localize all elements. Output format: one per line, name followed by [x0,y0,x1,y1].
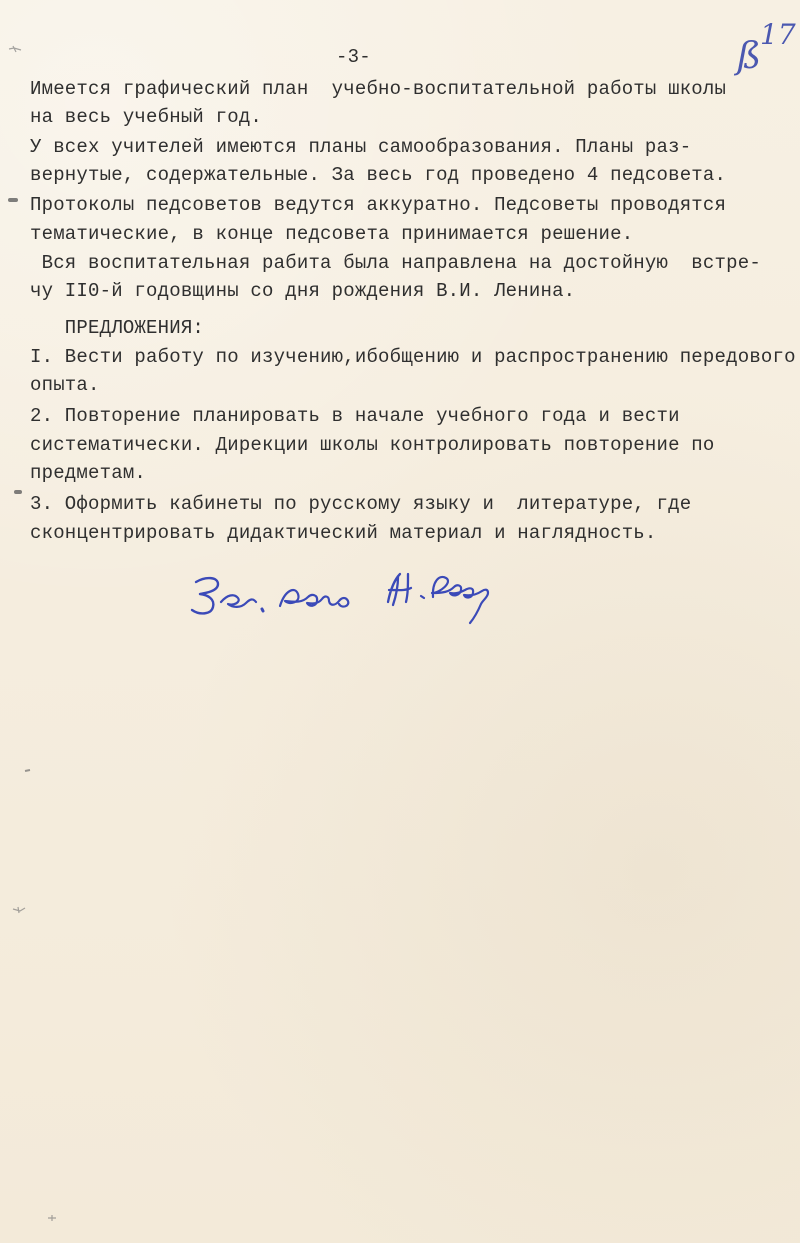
proposal-2-line-1: 2. Повторение планировать в начале учебного года и вести [30,405,680,427]
body-line-6: тематические, в конце педсовета принимается решение. [30,223,634,245]
handwritten-signature [184,562,524,632]
body-line-7: Вся воспитательная рабита была направлена на достойную встре- [30,252,761,274]
margin-mark [8,198,18,202]
proposal-3-line-2: сконцентрировать дидактический материал и наглядность. [30,522,657,544]
paper-speck [8,44,22,54]
proposal-1-line-2: опыта. [30,374,100,396]
signature-dot [262,609,263,611]
paper-speck [46,1213,60,1223]
signature-stroke-initial [388,574,411,605]
signature-stroke-ev [221,595,256,607]
paper-speck [12,905,26,915]
signature-stroke-surname [421,577,488,623]
proposals-heading: ПРЕДЛОЖЕНИЯ: [30,317,205,339]
proposal-1-line-1: I. Вести работу по изучению,ибобщению и распространению передового [30,346,796,368]
proposal-2-line-2: систематически. Дирекции школы контролировать повторение по [30,434,715,456]
signature-stroke-zav [192,578,218,613]
archive-stamp-number: 17 [760,18,796,51]
margin-mark [14,490,22,494]
body-line-2: на весь учебный год. [30,106,263,128]
paper-speck [22,766,36,776]
archive-stamp [734,18,796,77]
body-line-8: чу II0-й годовщины со дня рождения В.И. Ленина. [30,280,576,302]
page-number: -3- [336,46,371,68]
proposal-3-line-1: 3. Оформить кабинеты по русскому языку и литературе, где [30,493,692,515]
body-line-3: У всех учителей имеются планы самообразования. Планы раз- [30,136,692,158]
body-line-4: вернутые, содержательные. За весь год проведено 4 педсовета. [30,164,727,186]
body-line-5: Протоколы педсоветов ведутся аккуратно. Педсоветы проводятся [30,194,727,216]
archive-stamp-letter: ß [737,36,762,77]
proposal-2-line-3: предметам. [30,462,147,484]
signature-stroke-rono [280,590,348,607]
body-line-1: Имеется графический план учебно-воспитательной работы школы [30,78,727,100]
